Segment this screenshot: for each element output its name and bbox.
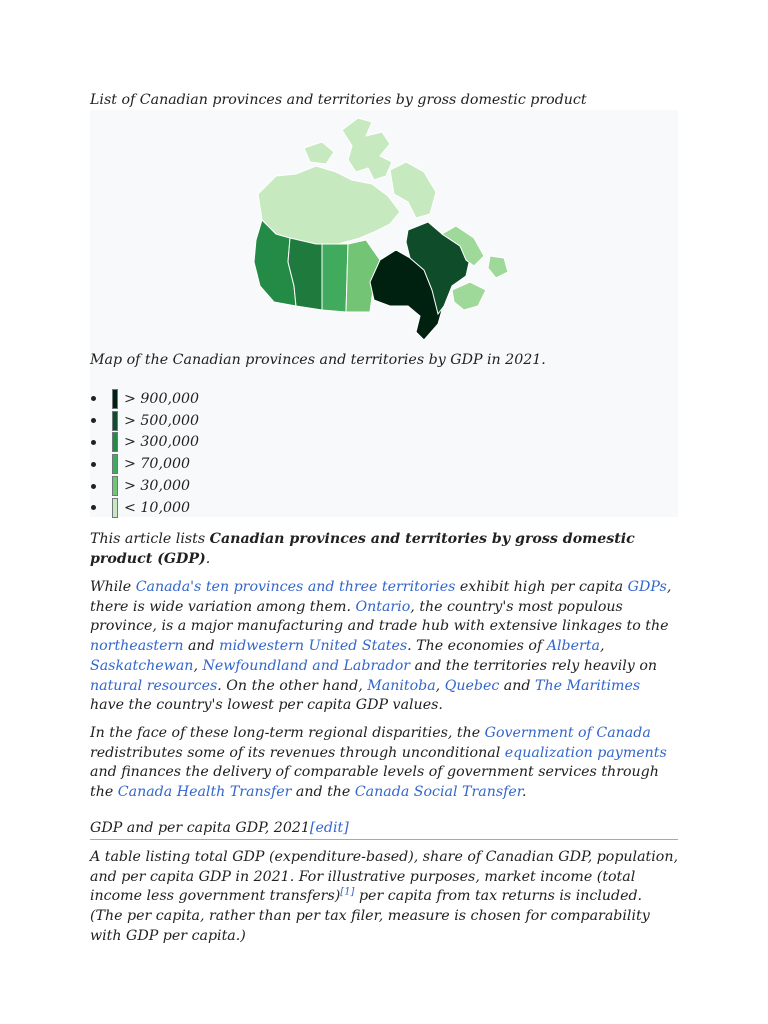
article-content [90,90,678,944]
legend-item [90,475,199,497]
link-canada-social-transfer[interactable]: Canada Social Transfer [354,784,523,801]
text: and finances the delivery of comparable levels of government services through the [90,764,659,801]
legend-swatch [112,476,118,496]
text: . [205,550,211,567]
text: In the face of these long-term regional disparities, the [90,725,485,741]
legend-item [90,388,199,410]
legend-item [90,410,199,432]
legend-label: > 30,000 [124,478,191,495]
bullet-icon [91,418,96,423]
link-saskatchewan[interactable]: Saskatchewan [90,657,194,674]
article-subject: Canadian provinces and territories by gross domestic product (GDP) [90,531,635,567]
map-arctic-islands [342,118,392,180]
legend-swatch [112,389,118,409]
legend-swatch [112,498,118,518]
text: redistributes some of its revenues through unconditional [90,744,505,761]
edit-link[interactable]: edit [315,820,344,836]
text: , the country's most populous province, is a major manufacturing and trade hub with extensive linkages to the [90,598,669,635]
legend-label: > 500,000 [124,412,200,429]
equalization-paragraph [90,724,678,803]
text: and the territories rely heavily on [410,657,658,674]
link-newfoundland-labrador[interactable]: Newfoundland and Labrador [202,657,411,674]
map-legend [90,388,199,519]
overview-paragraph [90,578,678,716]
text: . [522,784,527,801]
text: per capita from tax returns is included. (The per capita, rather than per tax filer, measure is chosen for comparability with GDP per capita.) [90,888,650,944]
link-government-of-canada[interactable]: Government of Canada [484,725,651,741]
text: . The economies of [407,638,547,655]
text: , [193,657,203,674]
intro-paragraph [90,530,678,569]
legend-label: > 900,000 [124,390,200,407]
bullet-icon [91,440,96,445]
legend-item [90,453,199,475]
legend-label: < 10,000 [124,499,191,516]
bullet-icon [91,462,96,467]
link-northeastern[interactable]: northeastern [90,638,184,655]
legend-swatch [112,411,118,431]
text: , [435,677,445,694]
link-ontario[interactable]: Ontario [355,598,411,615]
bullet-icon [91,396,96,401]
link-midwestern-us[interactable]: midwestern United States [219,638,408,655]
text: A table listing total GDP (expenditure-based), share of Canadian GDP, population, and per capita GDP in 2021. For illustrative purposes, market income (total income less government transfers) [90,849,678,905]
text: , there is wide variation among them. [90,579,672,615]
legend-label: > 70,000 [124,456,191,473]
reference-link[interactable]: [1] [340,886,355,898]
text: This article lists [90,531,210,547]
map-arctic-islands-west [304,142,334,164]
link-equalization-payments[interactable]: equalization payments [504,744,667,761]
text: have the country's lowest per capita GDP values. [90,697,443,714]
link-gdps[interactable]: GDPs [627,579,667,595]
link-alberta[interactable]: Alberta [546,638,600,655]
link-manitoba[interactable]: Manitoba [367,677,436,694]
map-newfoundland [488,256,508,278]
legend-swatch [112,454,118,474]
figure-panel [90,110,678,517]
edit-bracket: ] [343,820,349,836]
legend-item [90,432,199,454]
figure-caption: Map of the Canadian provinces and territories by GDP in 2021. [90,352,546,368]
link-provinces-territories[interactable]: Canada's ten provinces and three territories [135,579,456,595]
text: and [183,638,220,655]
link-maritimes[interactable]: The Maritimes [535,677,641,694]
legend-label: > 300,000 [124,434,200,451]
figure-title: List of Canadian provinces and territories by gross domestic product [90,92,587,108]
text: , [599,638,605,655]
map-saskatchewan [322,244,348,312]
link-natural-resources[interactable]: natural resources [90,677,218,694]
bullet-icon [91,484,96,489]
legend-swatch [112,432,118,452]
text: and the [291,784,355,801]
table-description-paragraph [90,848,678,947]
edit-bracket: [ [309,820,316,836]
section-heading-text: GDP and per capita GDP, 2021 [90,820,310,836]
canada-gdp-map[interactable] [90,110,678,345]
text: exhibit high per capita [455,579,628,595]
section-heading [90,818,678,840]
map-maritimes [452,282,486,310]
text: and [499,677,535,694]
link-quebec[interactable]: Quebec [444,677,500,694]
link-canada-health-transfer[interactable]: Canada Health Transfer [117,784,292,801]
text: . On the other hand, [217,677,368,694]
legend-item [90,497,199,519]
bullet-icon [91,505,96,510]
text: While [90,579,136,595]
